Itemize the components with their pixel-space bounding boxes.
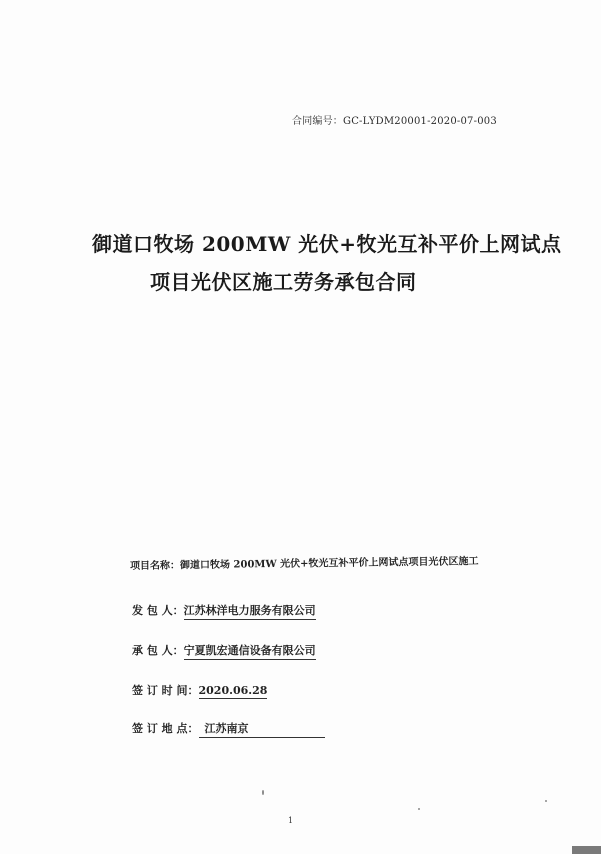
project-name-value: 御道口牧场 200MW 光伏+牧光互补平价上网试点项目光伏区施工 [179, 556, 479, 572]
signing-date-field [132, 682, 267, 699]
project-name-field [130, 552, 479, 572]
party-a-value: 江苏林洋电力服务有限公司 [184, 602, 316, 620]
party-b-field [132, 642, 316, 660]
signing-place-value: 江苏南京 [199, 720, 325, 738]
scan-speck [418, 808, 420, 810]
signing-date-value: 2020.06.28 [198, 684, 268, 697]
contract-number: 合同编号：GC-LYDM20001-2020-07-003 [292, 116, 497, 127]
party-b-value: 宁夏凯宏通信设备有限公司 [184, 642, 316, 660]
signing-date-label: 签 订 时 间： [132, 684, 199, 697]
party-b-label: 承 包 人： [132, 644, 184, 657]
signing-place-field [132, 720, 325, 738]
document-title-line-2: 项目光伏区施工劳务承包合同 [150, 270, 417, 294]
party-a-field [132, 602, 316, 620]
project-name-label: 项目名称： [129, 560, 181, 572]
document-title-line-1: 御道口牧场 200MW 光伏+牧光互补平价上网试点 [92, 232, 562, 256]
scan-speck [262, 790, 264, 795]
party-a-label: 发 包 人： [132, 604, 184, 617]
signing-place-label: 签 订 地 点： [132, 722, 199, 735]
scan-speck [545, 800, 547, 802]
scan-edge-mark [572, 846, 601, 854]
page-number: 1 [288, 816, 294, 825]
